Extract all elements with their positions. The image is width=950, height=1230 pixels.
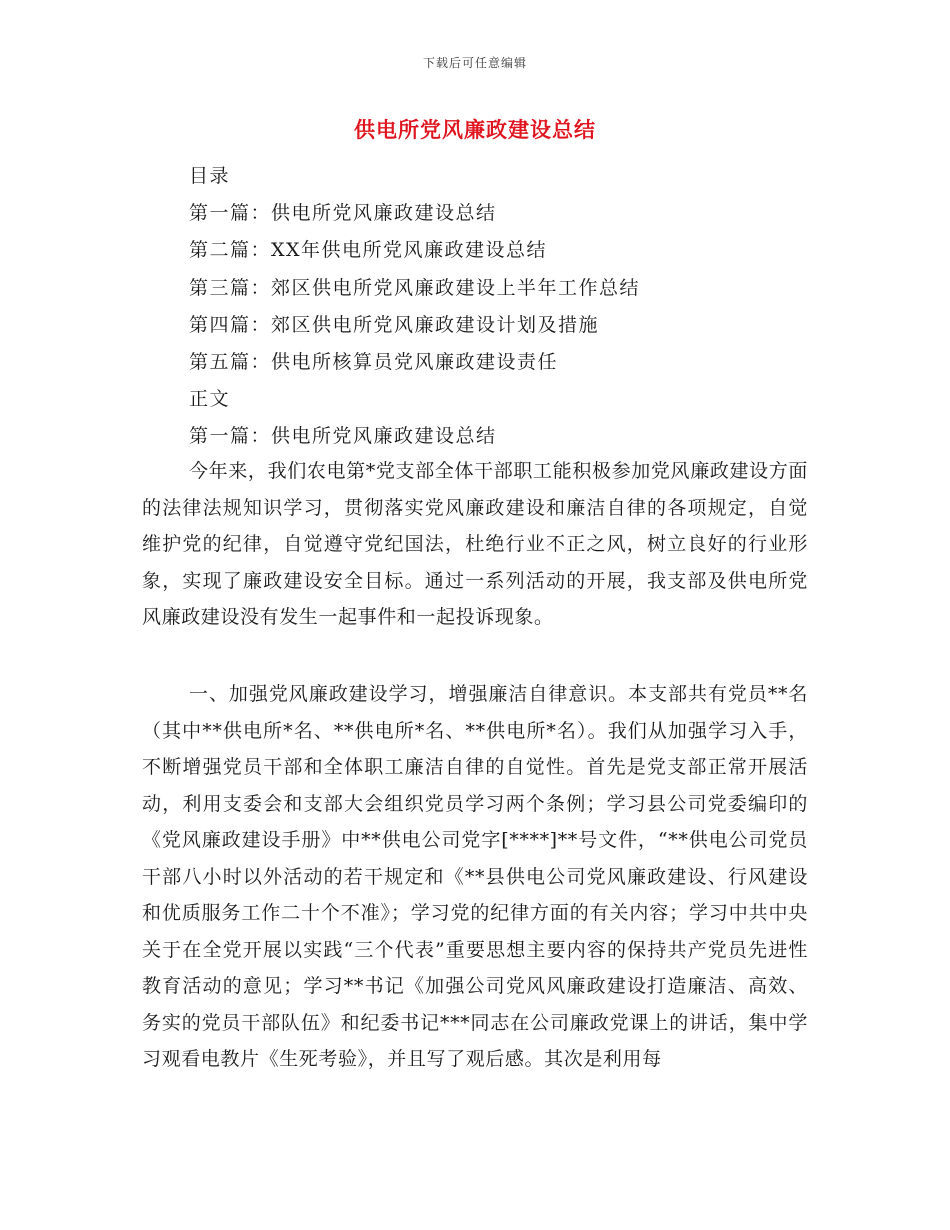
toc-item: 第三篇：郊区供电所党风廉政建设上半年工作总结 [189,276,641,299]
body-paragraph: 今年来，我们农电第*党支部全体干部职工能积极参加党风廉政建设方面的法律法规知识学习，贯彻落实党风廉政建设和廉洁自律的各项规定，自觉维护党的纪律，自觉遵守党纪国法，杜绝行业不正之风，树立良好的行业形象，实现了廉政建设安全目标。通过一系列活动的开展，我支部及供电所党风廉政建设没有发生一起事件和一起投诉现象。 [142,460,808,628]
section-title: 第一篇：供电所党风廉政建设总结 [189,425,497,448]
toc-item: 第四篇：郊区供电所党风廉政建设计划及措施 [189,313,600,336]
toc-heading: 目录 [189,165,231,187]
body-paragraph: 一、加强党风廉政建设学习，增强廉洁自律意识。本支部共有党员**名（其中**供电所*名、**供电所*名、**供电所*名）。我们从加强学习入手，不断增强党员干部和全体职工廉洁自律的自觉性。首先是党支部正常开展活动，利用支委会和支部大会组织党员学习两个条例；学习县公司党委编印的《党风廉政建设手册》中**供电公司党字[****]**号文件，“**供电公司党员干部八小时以外活动的若干规定和《**县供电公司党风廉政建设、行风建设和优质服务工作二十个不准》；学习党的纪律方面的有关内容；学习中共中央关于在全党开展以实践“三个代表”重要思想主要内容的保持共产党员先进性教育活动的意见；学习**书记《加强公司党风风廉政建设打造廉洁、高效、务实的党员干部队伍》和纪委书记***同志在公司廉政党课上的讲话，集中学习观看电教片《生死考验》，并且写了观后感。其次是利用每 [142,683,808,1070]
header-note: 下载后可任意编辑 [422,56,527,70]
toc-item: 第五篇：供电所核算员党风廉政建设责任 [189,350,559,373]
toc-item: 第一篇：供电所党风廉政建设总结 [189,202,497,225]
body-heading: 正文 [189,388,231,411]
document-title: 供电所党风廉政建设总结 [354,117,596,142]
toc-item: 第二篇：XX年供电所党风廉政建设总结 [189,239,548,262]
toc-list [189,158,640,456]
